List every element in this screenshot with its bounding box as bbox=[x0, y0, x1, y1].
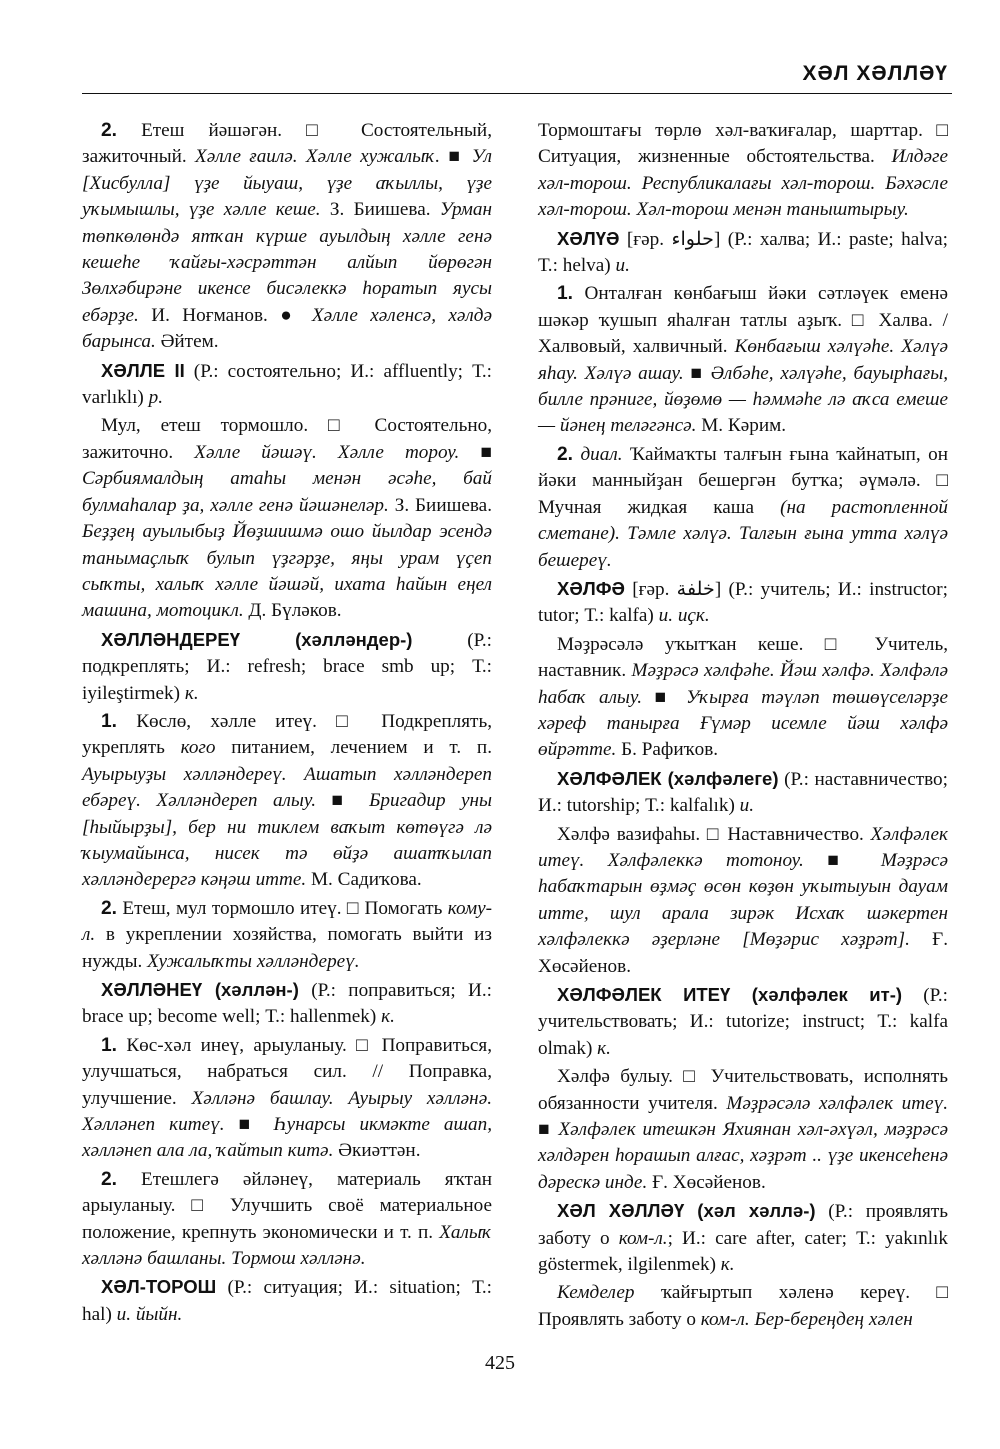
header-rule bbox=[82, 93, 952, 94]
entry-headword: ХӘЛ-ТОРОШ (Р.: ситуация; И.: situation; Т.: hal) и. йыйн. bbox=[82, 1276, 492, 1325]
entry-paragraph: 2. Етеш, мул тормошло итеү. □ Помогать кому-л. в укреплении хозяйства, помогать выйти из нужды. Хужалыҡты хәлләндереү. bbox=[82, 897, 492, 972]
entry-headword: ХӘЛЛӘНЕҮ (хәллән-) (Р.: поправиться; И.: brace up; become well; Т.: hallenmek) к. bbox=[82, 979, 492, 1028]
entry-paragraph: 1. Көс-хәл инеү, арыуланыу. □ Поправиться, улучшаться, набраться сил. // Поправка, улучшение. Хәлләнә башлау. Ауырыу хәлләнә. Хәлләнеп китеү. ■ Һунарсы икмәкте ашап, хәлләнеп ала ла, ҡайтып китә. Әкиәттән. bbox=[82, 1034, 493, 1162]
page-number: 425 bbox=[485, 1352, 515, 1374]
entry-paragraph: Хәлфә вазифаһы. □ Наставничество. Хәлфәлек итеү. Хәлфәлеккә тотоноу. ■ Мәҙрәсә һабаҡтарын өҙмәҫ өсөн көҙөн уҡытыуын дауам итте, шул арала зирәк Исхаҡ шәкертен хәлфәлеккә әҙерләне [Мөҙәрис хәҙрәт]. Ғ. Хөсәйенов. bbox=[538, 823, 949, 977]
entry-headword: ХӘЛФӘЛЕК (хәлфәлеге) (Р.: наставничество; И.: tutorship; Т.: kalfalık) и. bbox=[538, 767, 948, 817]
entry-paragraph: Мәҙрәсәлә уҡытҡан кеше. □ Учитель, наставник. Мәҙрәсә хәлфәһе. Йәш хәлфә. Хәлфәлә һабаҡ алыу. ■ Уҡырға тәүләп төшөүселәрҙе хәреф танырға Ғүмәр исемле йәш хәлфә өйрәтте. Б. Рафиҡов. bbox=[538, 633, 949, 761]
entry-paragraph: 2. Етешлегә әйләнеү, материаль яҡтан арыуланыу. □ Улучшить своё материальное положение, крепнуть экономически и т. п. Халыҡ хәлләнә башланы. Тормош хәлләнә. bbox=[82, 1168, 492, 1270]
entry-paragraph: Мул, етеш тормошло. □ Состоятельно, зажиточно. Хәлле йәшәү. Хәлле тороу. ■ Сәрбиямалдың атаһы менән әсәһе, бай булмаһалар ҙа, хәлле генә йәшәнеләр. З. Биишева. Беҙҙең ауылыбыҙ Йөҙшишмә ошо йылдар эсендә танымаҫлыҡ булып үҙгәрҙе, яңы урам үҫеп сыҡты, халыҡ хәлле йәшәй, ихата һайын еңел машина, мотоцикл. Д. Бүләков. bbox=[82, 415, 492, 622]
entry-paragraph: Хәлфә булыу. □ Учительствовать, исполнять обязанности учителя. Мәҙрәсәлә хәлфәлек итеү. ■ Хәлфәлек итешкән Яхиянан хәл-әхүәл, мәҙрәсә хәлдәрен һорашып алғас, хәҙрәт .. үҙе икенсеһенә дәрескә инде. Ғ. Хөсәйенов. bbox=[538, 1066, 949, 1193]
entry-headword: ХӘЛҮӘ [ғәр. حلواء] (Р.: халва; И.: paste; halva; Т.: helva) и. bbox=[538, 227, 948, 277]
entry-paragraph: 2. Етеш йәшәгән. □ Состоятельный, зажиточный. Хәлле ғаилә. Хәлле хужалыҡ. ■ Ул [Хисбулла] үҙе йыуаш, үҙе аҡыллы, үҙе уҡымышлы, үҙе хәлле кеше. З. Биишева. Урман төпкөлөндә ятҡан күрше ауылдың хәлле генә кешеһе ҡайғы-хәсрәттән алйып йөрөгән Зөлхәбирәне икенсе бисәлеккә һоратып яусы ебәрҙе. И. Ноғманов. ● Хәлле хәленсә, хәлдә барынса. Әйтем. bbox=[82, 120, 493, 353]
entry-paragraph: Кемделер ҡайғыртып хәленә кереү. □ Проявлять заботу о ком-л. Бер-береңдең хәлен bbox=[538, 1282, 948, 1330]
entry-paragraph: Тормоштағы төрлө хәл-ваҡиғалар, шарттар. □ Ситуация, жизненные обстоятельства. Илдәге хәл-торош. Республикалағы хәл-торош. Бәхәсле хәл-торош. Хәл-торош менән таныштырыу. bbox=[538, 120, 948, 221]
entry-paragraph: 1. Онталған көнбағыш йәки сәтләүек еменә шәкәр ҡушып яһалған татлы аҙыҡ. □ Халва. / Халвовый, халвичный. Көнбағыш хәлүәһе. Хәлүә яһау. Хәлүә ашау. ■ Әлбәһе, хәлүәһе, бауырһағы, билле прәниге, йөҙөмө — һәммәһе лә аҡса емеше — йәнең теләгәнсә. М. Кәрим. bbox=[538, 283, 949, 437]
entry-paragraph: 1. Көслө, хәлле итеү. □ Подкреплять, укреплять кого питанием, лечением и т. п. Ауырыуҙы хәлләндереү. Ашатып хәлләндереп ебәреү. Хәлләндереп алыу. ■ Бригадир уны [һыйырҙы], бер ни тиклем ваҡыт көтөүгә лә ҡыумайынса, нисек тә өйҙә ашатҡылап хәлләндерергә кәңәш итте. М. Садиҡова. bbox=[82, 710, 492, 891]
entry-headword: ХӘЛФӘЛЕК ИТЕҮ (хәлфәлек ит-) (Р.: учительствовать; И.: tutorize; instruct; Т.: kalfa olmak) к. bbox=[538, 984, 948, 1059]
left-column bbox=[82, 118, 492, 1330]
entry-headword: ХӘЛЛЕ II (Р.: состоятельно; И.: affluently; Т.: varlıklı) р. bbox=[82, 359, 492, 409]
entry-headword: ХӘЛФӘ [ғәр. خلفة] (Р.: учитель; И.: instructor; tutor; Т.: kalfa) и. иҫк. bbox=[538, 577, 948, 627]
running-head: ХӘЛ ХӘЛЛӘҮ bbox=[802, 62, 948, 85]
entry-headword: ХӘЛЛӘНДЕРЕҮ (хәлләндер-) (Р.: подкреплять; И.: refresh; brace smb up; Т.: iyileştirmek) к. bbox=[82, 628, 492, 704]
right-column bbox=[538, 118, 948, 1335]
entry-paragraph: 2. диал. Ҡаймаҡты талғын ғына ҡайнатып, он йәки манныйҙан бешергән бутҡа; әүмәлә. □ Мучная жидкая каша (на растопленной сметане). Тәмле хәлүә. Талғын ғына утта хәлүә бешереү. bbox=[538, 443, 949, 571]
entry-headword: ХӘЛ ХӘЛЛӘҮ (хәл хәллә-) (Р.: проявлять заботу о ком-л.; И.: care after, cater; Т.: yakınlık göstermek, ilgilenmek) к. bbox=[538, 1200, 948, 1276]
